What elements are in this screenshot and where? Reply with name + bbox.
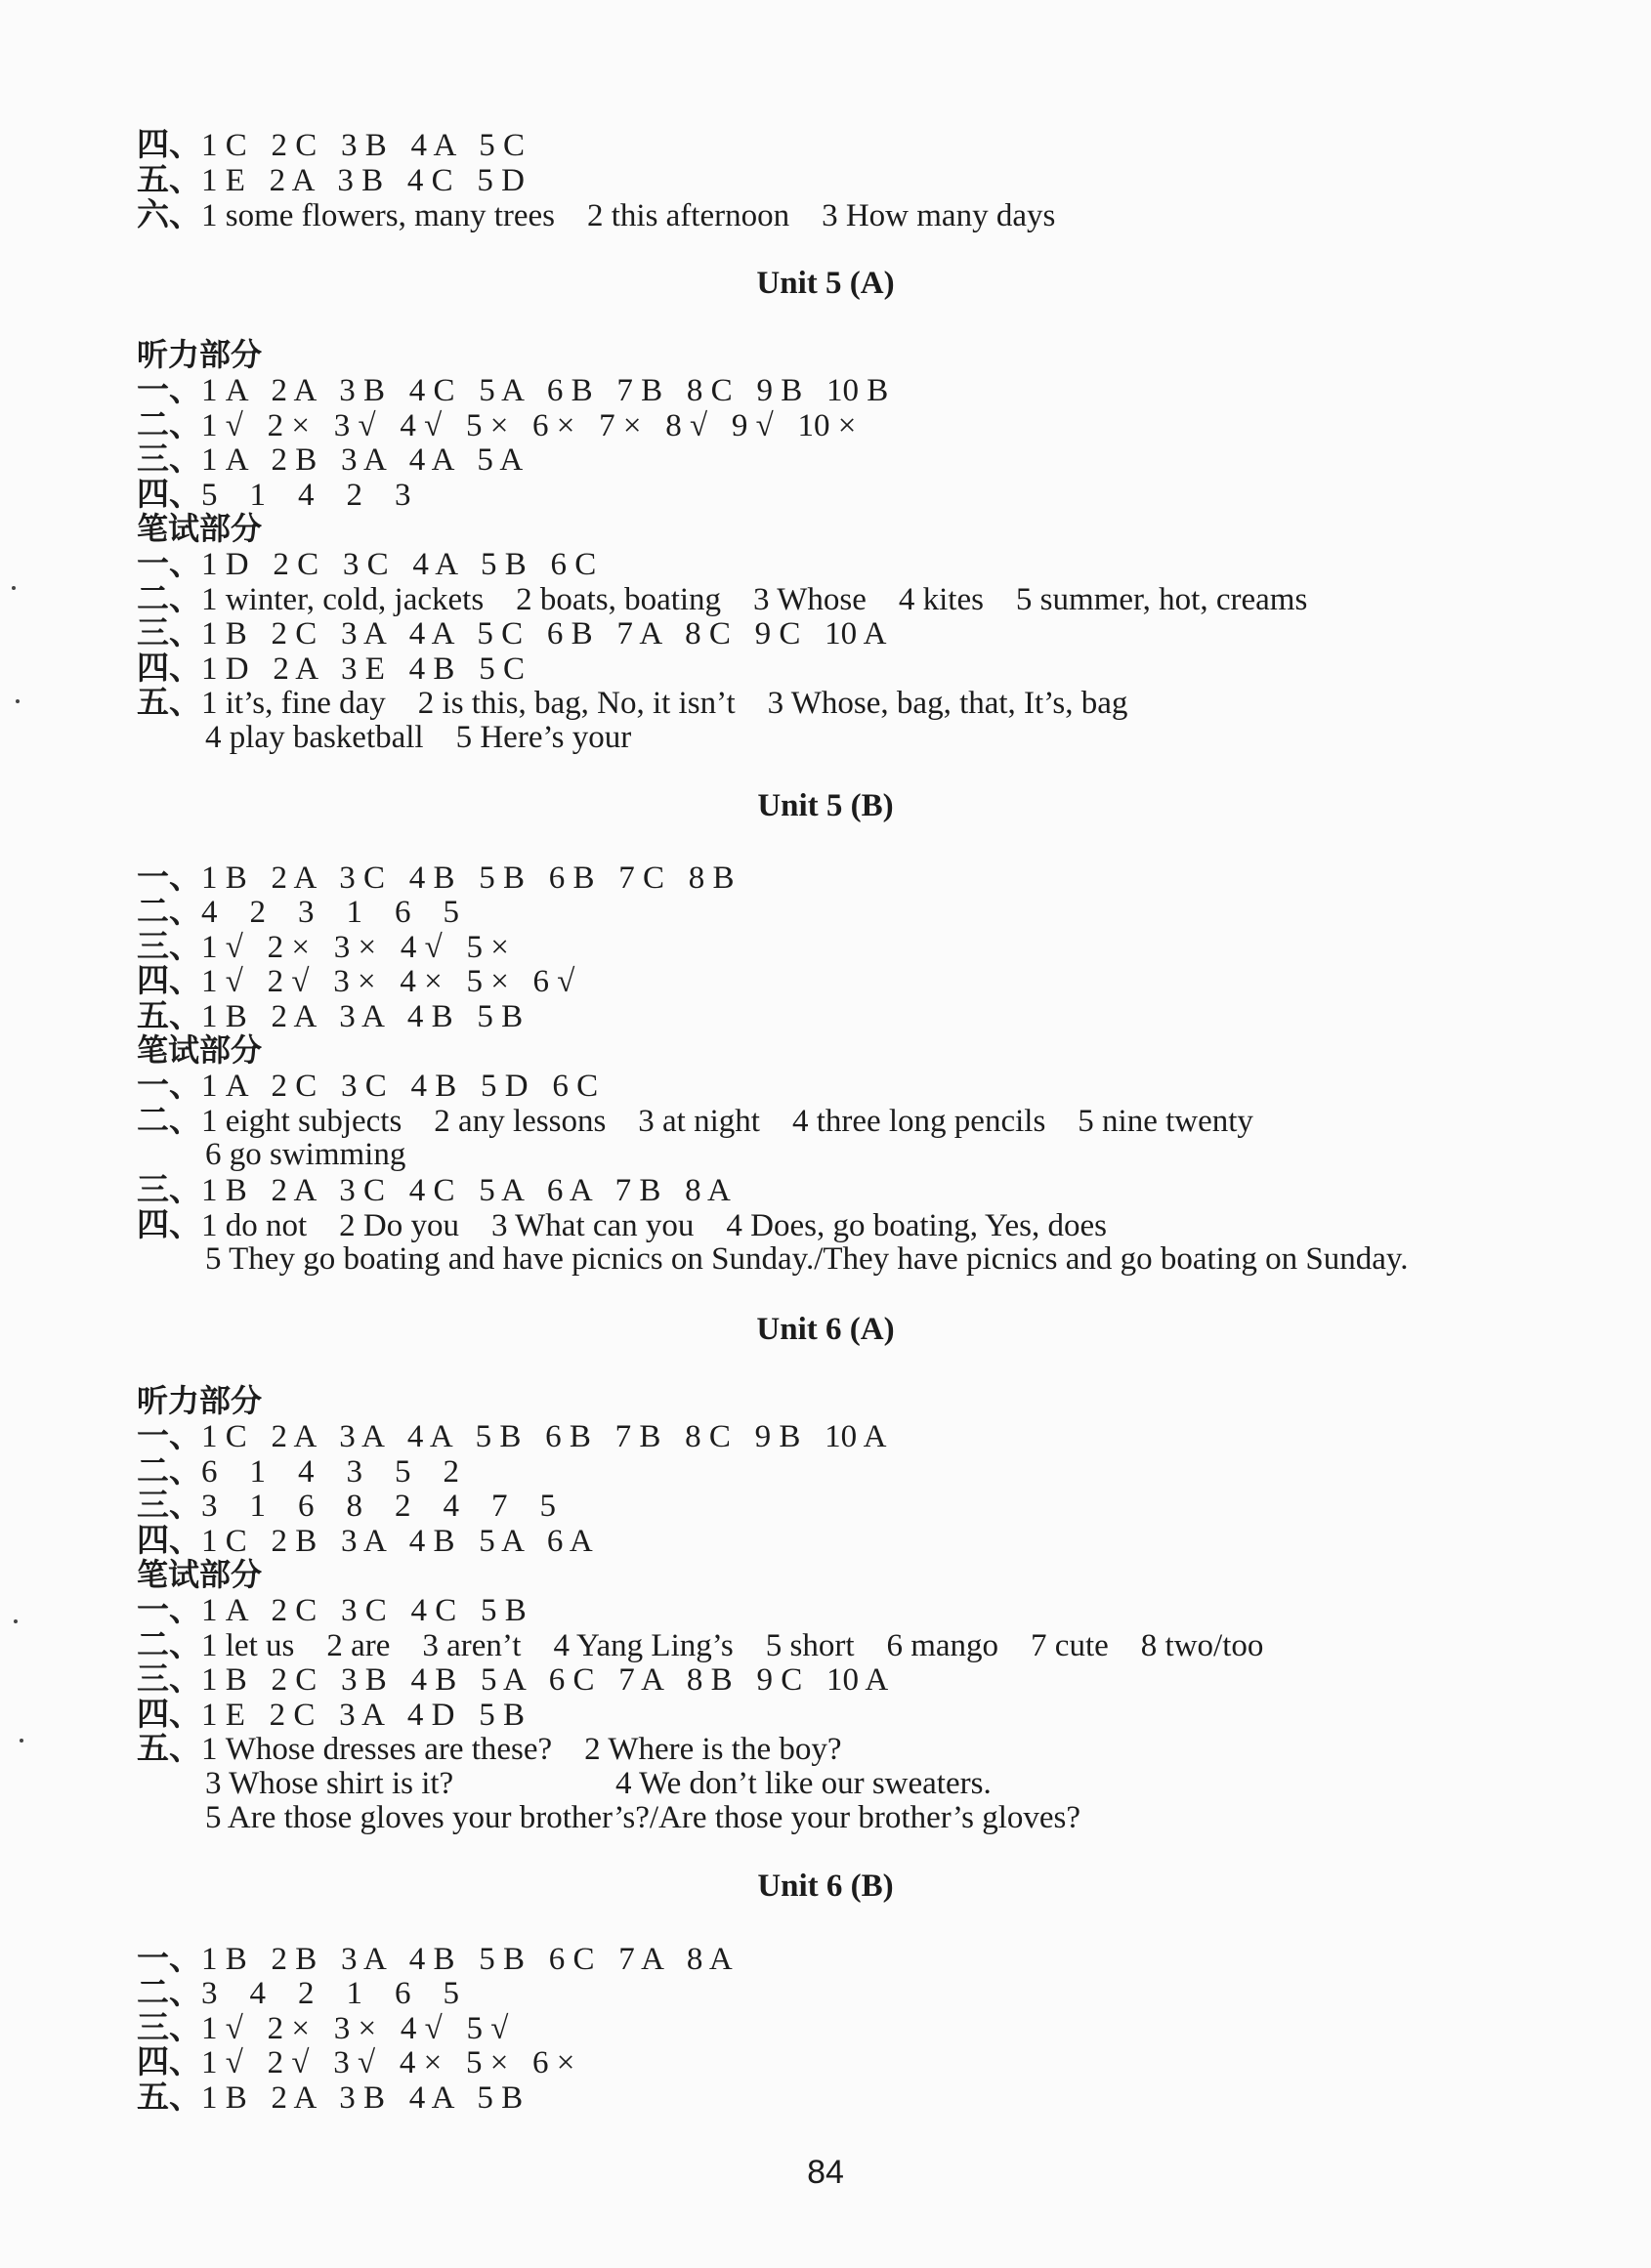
- answer-row: [137, 162, 525, 198]
- section-label: 二、: [137, 1973, 201, 2011]
- answer-text: 1 B 2 A 3 A 4 B 5 B: [201, 999, 524, 1034]
- answer-row: [137, 127, 525, 163]
- answer-text: 1 it’s, fine day 2 is this, bag, No, it isn’t 3 Whose, bag, that, It’s, bag: [201, 686, 1128, 721]
- answer-row: [137, 441, 523, 478]
- section-label: 一、: [137, 370, 201, 408]
- answer-row: [137, 615, 886, 651]
- section-label: 三、: [137, 2008, 201, 2046]
- answer-row: [137, 1453, 459, 1490]
- section-label: 五、: [137, 2078, 201, 2116]
- answer-continuation: 6 go swimming: [205, 1137, 406, 1172]
- answer-row: [137, 963, 574, 999]
- section-label: 一、: [137, 858, 201, 896]
- answer-text: 1 B 2 A 3 B 4 A 5 B: [201, 2080, 524, 2116]
- answer-text: 1 E 2 C 3 A 4 D 5 B: [201, 1698, 525, 1733]
- answer-text: 1 A 2 C 3 C 4 B 5 D 6 C: [201, 1069, 599, 1104]
- answer-text: 6 1 4 3 5 2: [201, 1454, 459, 1490]
- answer-text: 3 1 6 8 2 4 7 5: [201, 1489, 556, 1524]
- answer-text: 1 B 2 A 3 C 4 B 5 B 6 B 7 C 8 B: [201, 861, 735, 896]
- answer-text: 1 √ 2 × 3 × 4 √ 5 √: [201, 2011, 509, 2046]
- answer-continuation: 3 Whose shirt is it?: [205, 1766, 454, 1801]
- answer-row: [137, 1068, 598, 1104]
- section-label: 一、: [137, 1066, 201, 1104]
- answer-continuation: 5 They go boating and have picnics on Sunday./They have picnics and go boating on Sunday.: [205, 1241, 1409, 1277]
- answer-text: 1 √ 2 √ 3 √ 4 × 5 × 6 ×: [201, 2045, 575, 2080]
- section-label: 二、: [137, 1101, 201, 1139]
- answer-text: 1 √ 2 × 3 × 4 √ 5 ×: [201, 930, 509, 965]
- answer-row: [137, 860, 735, 896]
- answer-text: 1 C 2 C 3 B 4 A 5 C: [201, 128, 525, 163]
- answer-text: 1 C 2 B 3 A 4 B 5 A 6 A: [201, 1524, 593, 1559]
- section-label: 三、: [137, 1486, 201, 1524]
- section-label: 二、: [137, 405, 201, 443]
- answer-text: 1 Whose dresses are these? 2 Where is the boy?: [201, 1732, 842, 1767]
- answer-text: 1 A 2 A 3 B 4 C 5 A 6 B 7 B 8 C 9 B 10 B: [201, 373, 889, 408]
- answer-row: [137, 1523, 593, 1559]
- answer-row: [137, 477, 411, 513]
- answer-text: 1 some flowers, many trees 2 this afternoon 3 How many days: [201, 198, 1056, 233]
- section-label: 二、: [137, 1625, 201, 1663]
- section-label: 四、: [137, 1695, 201, 1733]
- section-label: 六、: [137, 195, 201, 233]
- listening-section-heading: 听力部分: [137, 1382, 263, 1419]
- listening-section-heading: 听力部分: [137, 336, 263, 373]
- answer-text: 1 do not 2 Do you 3 What can you 4 Does, go boating, Yes, does: [201, 1208, 1107, 1243]
- section-label: 四、: [137, 2042, 201, 2080]
- answer-continuation: 5 Are those gloves your brother’s?/Are those your brother’s gloves?: [205, 1800, 1080, 1835]
- section-label: 四、: [137, 961, 201, 999]
- unit-title: Unit 5 (B): [757, 788, 894, 823]
- written-section-heading: 笔试部分: [137, 1556, 263, 1593]
- answer-row: [137, 651, 525, 687]
- answer-row: [137, 1592, 527, 1628]
- answer-row: [137, 581, 1307, 617]
- answer-row: [137, 1488, 556, 1524]
- section-label: 一、: [137, 1416, 201, 1454]
- section-label: 五、: [137, 160, 201, 198]
- answer-text: 1 E 2 A 3 B 4 C 5 D: [201, 163, 525, 198]
- section-label: 四、: [137, 1205, 201, 1243]
- answer-continuation: 4 play basketball 5 Here’s your: [205, 720, 632, 755]
- answer-text: 1 D 2 C 3 C 4 A 5 B 6 C: [201, 547, 597, 582]
- answer-text: 1 B 2 A 3 C 4 C 5 A 6 A 7 B 8 A: [201, 1173, 731, 1208]
- answer-row: [137, 1172, 731, 1208]
- answer-continuation: 4 We don’t like our sweaters.: [615, 1766, 992, 1801]
- answer-row: [137, 2044, 574, 2080]
- section-label: 三、: [137, 613, 201, 651]
- scan-speck: [16, 699, 20, 703]
- answer-text: 1 D 2 A 3 E 4 B 5 C: [201, 651, 525, 687]
- page-number: 84: [807, 2154, 844, 2191]
- section-label: 五、: [137, 683, 201, 721]
- section-label: 一、: [137, 544, 201, 582]
- answer-row: [137, 1661, 888, 1698]
- section-label: 四、: [137, 125, 201, 163]
- answer-text: 1 A 2 C 3 C 4 C 5 B: [201, 1593, 527, 1628]
- answer-row: [137, 1103, 1253, 1139]
- section-label: 四、: [137, 475, 201, 513]
- unit-title: Unit 5 (A): [756, 266, 895, 301]
- answer-text: 1 C 2 A 3 A 4 A 5 B 6 B 7 B 8 C 9 B 10 A: [201, 1419, 887, 1454]
- answer-text: 1 winter, cold, jackets 2 boats, boating 3 Whose 4 kites 5 summer, hot, creams: [201, 582, 1308, 617]
- answer-row: [137, 894, 459, 930]
- unit-title: Unit 6 (B): [757, 1869, 894, 1904]
- answer-text: 1 B 2 C 3 A 4 A 5 C 6 B 7 A 8 C 9 C 10 A: [201, 616, 887, 651]
- answer-row: [137, 197, 1055, 233]
- answer-text: 5 1 4 2 3: [201, 478, 411, 513]
- section-label: 三、: [137, 1170, 201, 1208]
- answer-row: [137, 1731, 842, 1767]
- scan-speck: [12, 586, 16, 590]
- answer-row: [137, 998, 523, 1034]
- section-label: 二、: [137, 579, 201, 617]
- section-label: 二、: [137, 1451, 201, 1490]
- section-label: 五、: [137, 996, 201, 1034]
- answer-row: [137, 1697, 525, 1733]
- answer-row: [137, 1627, 1263, 1663]
- section-label: 三、: [137, 1659, 201, 1698]
- unit-title: Unit 6 (A): [756, 1312, 895, 1347]
- section-label: 四、: [137, 649, 201, 687]
- section-label: 一、: [137, 1590, 201, 1628]
- written-section-heading: 笔试部分: [137, 510, 263, 547]
- answer-text: 3 4 2 1 6 5: [201, 1976, 459, 2011]
- section-label: 五、: [137, 1729, 201, 1767]
- answer-row: [137, 372, 888, 408]
- section-label: 一、: [137, 1939, 201, 1977]
- written-section-heading: 笔试部分: [137, 1031, 263, 1069]
- answer-row: [137, 1941, 733, 1977]
- answer-row: [137, 407, 856, 443]
- answer-row: [137, 685, 1127, 721]
- answer-text: 1 B 2 B 3 A 4 B 5 B 6 C 7 A 8 A: [201, 1942, 733, 1977]
- answer-row: [137, 929, 509, 965]
- scan-speck: [14, 1619, 18, 1623]
- section-label: 三、: [137, 927, 201, 965]
- answer-row: [137, 1975, 459, 2011]
- answer-row: [137, 546, 596, 582]
- section-label: 四、: [137, 1521, 201, 1559]
- answer-row: [137, 2010, 508, 2046]
- answer-text: 1 A 2 B 3 A 4 A 5 A: [201, 442, 524, 478]
- section-label: 三、: [137, 440, 201, 478]
- answer-text: 4 2 3 1 6 5: [201, 895, 459, 930]
- answer-text: 1 B 2 C 3 B 4 B 5 A 6 C 7 A 8 B 9 C 10 A: [201, 1662, 889, 1698]
- scan-speck: [20, 1739, 23, 1743]
- answer-text: 1 eight subjects 2 any lessons 3 at night 4 three long pencils 5 nine twenty: [201, 1104, 1253, 1139]
- answer-row: [137, 2079, 523, 2116]
- answer-text: 1 √ 2 × 3 √ 4 √ 5 × 6 × 7 × 8 √ 9 √ 10 ×: [201, 408, 857, 443]
- section-label: 二、: [137, 892, 201, 930]
- answer-text: 1 √ 2 √ 3 × 4 × 5 × 6 √: [201, 964, 575, 999]
- answer-row: [137, 1207, 1107, 1243]
- answer-row: [137, 1418, 886, 1454]
- answer-text: 1 let us 2 are 3 aren’t 4 Yang Ling’s 5 short 6 mango 7 cute 8 two/too: [201, 1628, 1264, 1663]
